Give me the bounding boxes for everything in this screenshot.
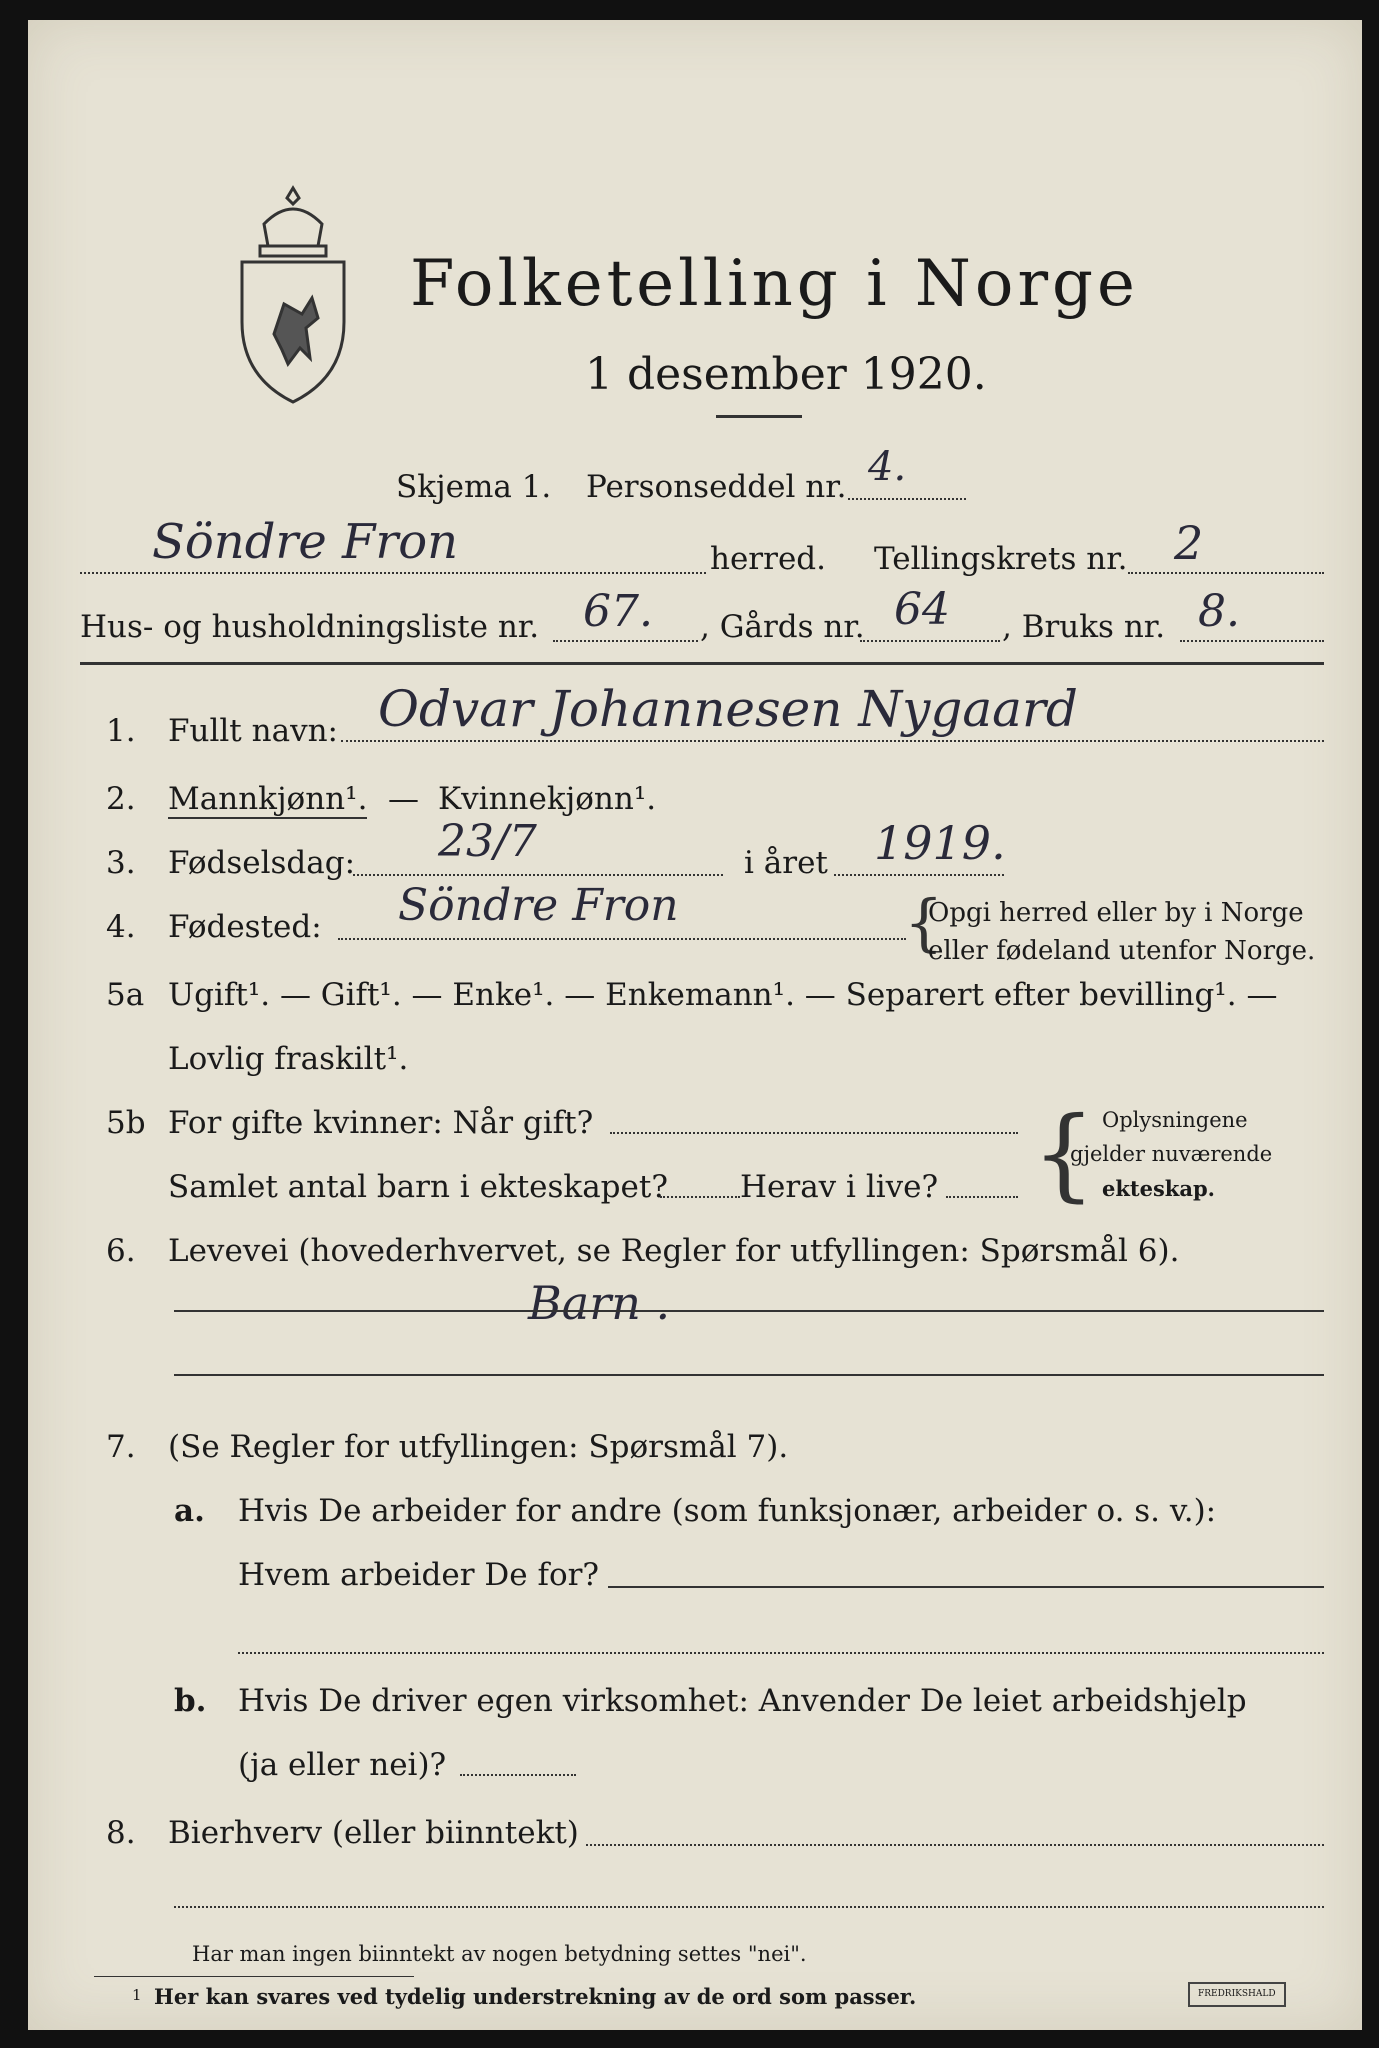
personseddel-field-line (848, 498, 966, 500)
q5b-note-brace: { (1032, 1095, 1096, 1212)
q6-number: 6. (106, 1233, 136, 1269)
occupation-line2 (174, 1374, 1324, 1376)
q8-label: Bierhverv (eller biinntekt) (168, 1815, 579, 1851)
q8-number: 8. (106, 1815, 136, 1851)
birthplace-value[interactable]: Söndre Fron (398, 880, 679, 931)
personseddel-label: Personseddel nr. (586, 469, 847, 505)
birthday-field-line (353, 874, 723, 876)
q4-note-brace: { (904, 886, 944, 959)
full-name-value[interactable]: Odvar Johannesen Nygaard (378, 680, 1078, 738)
bruks-label: , Bruks nr. (1002, 609, 1166, 645)
gards-value[interactable]: 64 (894, 584, 950, 635)
herred-value[interactable]: Söndre Fron (152, 514, 459, 570)
children-count-field-line (660, 1196, 740, 1198)
census-form-page (28, 20, 1362, 2030)
q7b-letter: b. (174, 1683, 207, 1719)
title-divider (716, 415, 802, 418)
footer-note: Har man ingen biinntekt av nogen betydning settes "nei". (192, 1942, 807, 1966)
hus-label: Hus- og husholdningsliste nr. (80, 609, 540, 645)
q7-number: 7. (106, 1429, 136, 1465)
q7b-line1: Hvis De driver egen virksomhet: Anvender De leiet arbeidshjelp (238, 1683, 1247, 1719)
q3-number: 3. (106, 845, 136, 881)
employer-field-line2 (238, 1652, 1324, 1654)
q7a-line1: Hvis De arbeider for andre (som funksjonær, arbeider o. s. v.): (238, 1493, 1217, 1529)
tellingskrets-field-line (1128, 572, 1324, 574)
form-title: Folketelling i Norge (410, 247, 1139, 321)
q1-field-line (341, 740, 1324, 742)
q2-separator: — (388, 781, 419, 817)
q4-note-line2: eller fødeland utenfor Norge. (928, 936, 1316, 966)
census-date: 1 desember 1920. (585, 349, 987, 400)
skjema-label: Skjema 1. (396, 469, 552, 505)
herred-label: herred. (710, 541, 826, 577)
children-alive-field-line (946, 1196, 1018, 1198)
herred-field-line (80, 572, 706, 574)
q5b-note-line2: gjelder nuværende (1070, 1142, 1273, 1166)
q6-label: Levevei (hovederhvervet, se Regler for utfyllingen: Spørsmål 6). (168, 1233, 1180, 1269)
q5b-note-line1: Oplysningene (1102, 1108, 1248, 1132)
q5b-number: 5b (106, 1105, 146, 1141)
q5b-line1: For gifte kvinner: Når gift? (168, 1105, 594, 1141)
birth-year-field-line (834, 874, 1004, 876)
gender-male-option[interactable]: Mannkjønn¹. (168, 781, 368, 817)
hus-value[interactable]: 67. (583, 586, 653, 637)
q1-label: Fullt navn: (168, 713, 338, 749)
tellingskrets-value[interactable]: 2 (1174, 516, 1204, 570)
q5a-number: 5a (106, 977, 145, 1013)
footnote-divider (94, 1976, 414, 1977)
q3-year-label: i året (744, 845, 828, 881)
birthplace-field-line (338, 938, 906, 940)
q5b-children-label: Samlet antal barn i ekteskapet? (168, 1169, 668, 1205)
bruks-value[interactable]: 8. (1198, 586, 1240, 637)
bruks-field-line (1180, 640, 1324, 642)
q4-label: Fødested: (168, 909, 322, 945)
q2-number: 2. (106, 781, 136, 817)
personseddel-value[interactable]: 4. (868, 444, 907, 490)
q5b-alive-label: Herav i live? (740, 1169, 939, 1205)
footnote-mark: 1 (132, 1986, 142, 2004)
occupation-line1 (174, 1310, 1324, 1312)
gards-field-line (860, 640, 1000, 642)
birthday-value[interactable]: 23/7 (438, 816, 537, 867)
gender-female-option[interactable]: Kvinnekjønn¹. (438, 781, 657, 817)
side-income-field-line (586, 1844, 1324, 1846)
hired-help-field-line (460, 1774, 576, 1776)
married-when-field-line (610, 1132, 1018, 1134)
marital-status-divorced-option[interactable]: Lovlig fraskilt¹. (168, 1041, 409, 1077)
gards-label: , Gårds nr. (700, 609, 865, 645)
side-income-field-line2 (174, 1906, 1324, 1908)
q3-label: Fødselsdag: (168, 845, 356, 881)
printer-stamp: FREDRIKSHALD (1188, 1982, 1286, 2007)
tellingskrets-label: Tellingskrets nr. (874, 541, 1128, 577)
header-divider (80, 662, 1324, 665)
occupation-value[interactable]: Barn . (528, 1276, 671, 1330)
q1-number: 1. (106, 713, 136, 749)
q4-note-line1: Opgi herred eller by i Norge (928, 898, 1304, 928)
marital-status-options[interactable]: Ugift¹. — Gift¹. — Enke¹. — Enkemann¹. — Separert efter bevilling¹. — (168, 977, 1278, 1013)
footnote-text: Her kan svares ved tydelig understrekning av de ord som passer. (154, 1984, 917, 2009)
q7-label: (Se Regler for utfyllingen: Spørsmål 7). (168, 1429, 789, 1465)
q7a-line2: Hvem arbeider De for? (238, 1557, 600, 1593)
birth-year-value[interactable]: 1919. (874, 816, 1006, 870)
q5b-note-line3: ekteskap. (1102, 1176, 1215, 1201)
q7a-letter: a. (174, 1493, 205, 1529)
q4-number: 4. (106, 909, 136, 945)
employer-field-line (608, 1586, 1324, 1588)
norwegian-coat-of-arms-icon (234, 184, 352, 404)
hus-field-line (553, 640, 698, 642)
q7b-line2: (ja eller nei)? (238, 1747, 447, 1783)
